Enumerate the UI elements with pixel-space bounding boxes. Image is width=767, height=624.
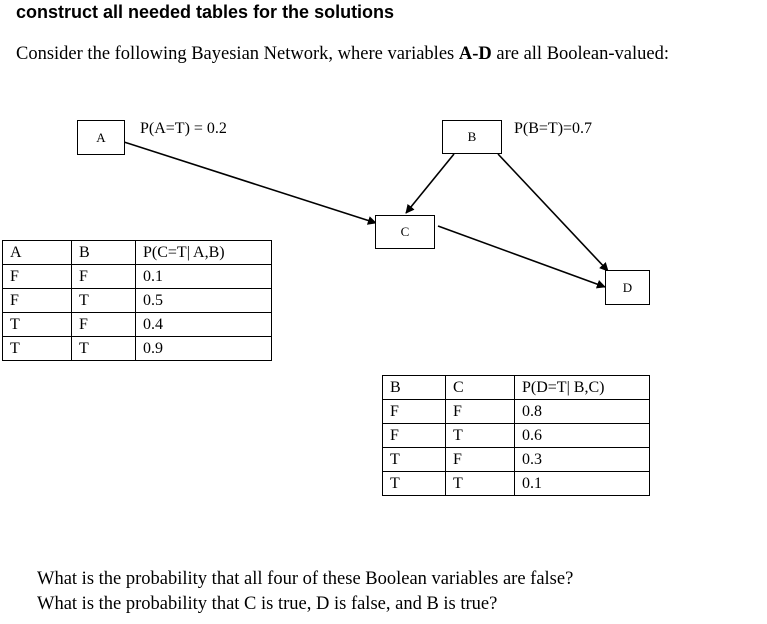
node-b: B [442,120,502,154]
cpt-c-header-row [3,241,272,265]
prior-b: P(B=T)=0.7 [514,120,593,137]
node-a: A [77,120,125,155]
cpt-d-cell: T [383,472,446,496]
cpt-d-header-p: P(D=T| B,C) [515,376,650,400]
cpt-d-cell: 0.8 [515,400,650,424]
cpt-c-header-b: B [72,241,136,265]
cpt-c-cell: T [3,337,72,361]
cpt-c-cell: T [72,289,136,313]
cpt-c-header-a: A [3,241,72,265]
cpt-d-cell: F [446,448,515,472]
cpt-d-cell: 0.1 [515,472,650,496]
table-row [3,265,272,289]
edge-a-c [124,142,376,223]
heading: construct all needed tables for the solutions [16,2,395,22]
cpt-d-cell: 0.3 [515,448,650,472]
question-1: What is the probability that all four of these Boolean variables are false? [37,569,574,589]
cpt-d-cell: 0.6 [515,424,650,448]
edge-c-d [438,226,605,287]
cpt-d-header-c: C [446,376,515,400]
cpt-d-cell: T [383,448,446,472]
cpt-d-cell: T [446,424,515,448]
cpt-c-cell: 0.5 [136,289,272,313]
table-row [3,337,272,361]
cpt-d-header-b: B [383,376,446,400]
cpt-c-cell: 0.1 [136,265,272,289]
cpt-c-table [2,240,272,361]
prior-a: P(A=T) = 0.2 [140,120,227,137]
cpt-c-cell: T [72,337,136,361]
cpt-c-cell: F [3,289,72,313]
cpt-d-cell: F [383,424,446,448]
table-row [3,313,272,337]
cpt-c-cell: 0.9 [136,337,272,361]
cpt-d-cell: T [446,472,515,496]
cpt-d-table [382,375,650,496]
cpt-d-header-row [383,376,650,400]
table-row [383,424,650,448]
cpt-d-cell: F [383,400,446,424]
node-c: C [375,215,435,249]
cpt-c-cell: F [3,265,72,289]
table-row [383,472,650,496]
node-d: D [605,270,650,305]
table-row [383,400,650,424]
question-2: What is the probability that C is true, D is false, and B is true? [37,594,498,614]
cpt-d-cell: F [446,400,515,424]
edge-b-c [406,154,454,213]
cpt-c-header-p: P(C=T| A,B) [136,241,272,265]
intro-after: are all Boolean-valued: [491,44,669,64]
cpt-c-cell: F [72,313,136,337]
cpt-c-cell: F [72,265,136,289]
cpt-c-cell: T [3,313,72,337]
cpt-c-cell: 0.4 [136,313,272,337]
table-row [3,289,272,313]
table-row [383,448,650,472]
intro-before: Consider the following Bayesian Network, where variables [16,44,459,64]
intro-bold: A-D [458,44,492,64]
